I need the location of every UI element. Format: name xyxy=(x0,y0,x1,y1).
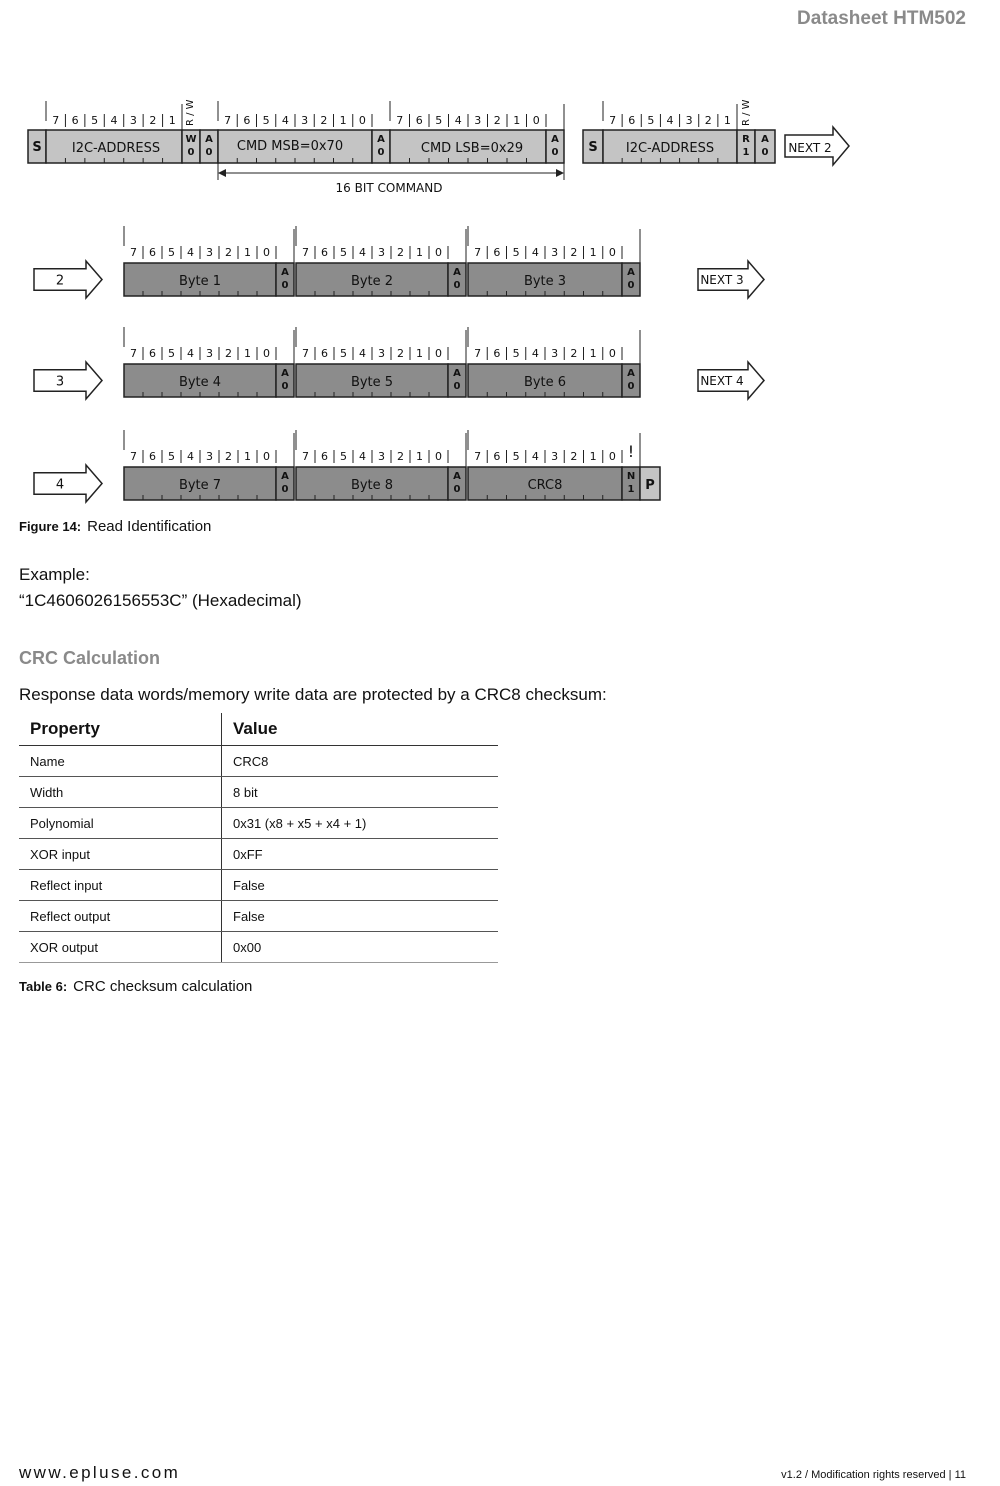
data-field-bit-label: 5 xyxy=(168,450,175,463)
data-field-bit-label: 4 xyxy=(531,347,539,360)
table-cell-property: Name xyxy=(19,746,222,777)
data-field-bit-label: 6 xyxy=(321,450,328,463)
data-field-bit-label: 7 xyxy=(474,450,482,463)
data-field-bit-label: 4 xyxy=(187,347,194,360)
data-field-bit-label: 0 xyxy=(608,246,616,259)
data-field-bit-label: 0 xyxy=(263,246,270,259)
crc-properties-table xyxy=(19,713,498,963)
data-field-label: Byte 5 xyxy=(350,375,394,390)
address-field-bit-label: 4 xyxy=(110,114,118,127)
data-field-bit-label: 7 xyxy=(302,246,309,259)
data-field-bit-label: 4 xyxy=(531,246,539,259)
data-field-bit-label: 5 xyxy=(168,347,175,360)
rw-label: R / W xyxy=(185,99,196,126)
start-condition-label: S xyxy=(32,140,42,155)
cmd-lsb-field-bit-label: 2 xyxy=(493,114,501,127)
cmd-msb-field-bit-label: 3 xyxy=(301,114,309,127)
data-field-bit-label: 1 xyxy=(416,347,423,360)
nack-mark: ! xyxy=(627,442,635,461)
ack-bit-bottom: 0 xyxy=(627,280,635,291)
stop-condition-label: P xyxy=(645,478,655,493)
address-field-bit-label: 2 xyxy=(149,114,157,127)
data-field-bit-label: 0 xyxy=(263,347,270,360)
address2-field-bit-label: 6 xyxy=(628,114,636,127)
next2-label: NEXT 2 xyxy=(788,141,832,155)
cmd-lsb-field-bit-label: 7 xyxy=(396,114,404,127)
data-field-bit-label: 1 xyxy=(244,450,251,463)
write-bit-bottom: 0 xyxy=(187,147,195,158)
command-span-arrow-right xyxy=(556,169,564,177)
table-cell-property: Polynomial xyxy=(19,808,222,839)
table-cell-value: False xyxy=(222,901,499,932)
table-cell-property: XOR output xyxy=(19,932,222,963)
data-field-bit-label: 0 xyxy=(608,450,616,463)
cmd-msb-field-bit-label: 2 xyxy=(320,114,328,127)
command-span-label: 16 BIT COMMAND xyxy=(335,181,443,195)
data-field-bit-label: 6 xyxy=(149,246,156,259)
address2-field-bit-label: 5 xyxy=(647,114,655,127)
data-field-bit-label: 7 xyxy=(130,347,137,360)
cmd-lsb-field-bit-label: 3 xyxy=(474,114,482,127)
address2-field-bit-label: 7 xyxy=(609,114,617,127)
cmd-msb-field-bit-label: 6 xyxy=(243,114,251,127)
nack-bit-bottom: 1 xyxy=(627,484,635,495)
table-cell-value: 0x00 xyxy=(222,932,499,963)
table-cell-property: Width xyxy=(19,777,222,808)
data-field-bit-label: 1 xyxy=(244,246,251,259)
table-caption-text: CRC checksum calculation xyxy=(73,978,253,995)
data-field-bit-label: 7 xyxy=(474,246,482,259)
data-field-bit-label: 1 xyxy=(589,246,597,259)
data-field-bit-label: 1 xyxy=(416,450,423,463)
ack-bit-top: A xyxy=(281,368,289,379)
document-title: Datasheet HTM502 xyxy=(797,8,966,29)
figure-caption-label: Figure 14: xyxy=(19,519,82,534)
ack-bit-bottom: 0 xyxy=(453,484,461,495)
address-field-bit-label: 5 xyxy=(91,114,99,127)
table-row xyxy=(19,932,498,963)
ack-bit-bottom: 0 xyxy=(551,147,559,158)
cmd-msb-field-bit-label: 1 xyxy=(339,114,347,127)
data-field-bit-label: 2 xyxy=(570,246,578,259)
data-field-bit-label: 7 xyxy=(474,347,482,360)
cmd-msb-label: CMD MSB=0x70 xyxy=(236,139,344,154)
data-field-bit-label: 2 xyxy=(397,347,404,360)
ack-bit-top: A xyxy=(453,471,461,482)
address-field-bit-label: 7 xyxy=(52,114,60,127)
data-field-label: Byte 1 xyxy=(178,274,222,289)
figure-caption xyxy=(19,518,211,535)
next-label: NEXT 3 xyxy=(700,273,744,287)
ack-bit-bottom: 0 xyxy=(761,147,769,158)
example-label: Example: xyxy=(19,565,90,584)
data-field-bit-label: 4 xyxy=(359,347,366,360)
address-field-bit-label: 3 xyxy=(129,114,137,127)
data-field-bit-label: 7 xyxy=(130,246,137,259)
next-label: NEXT 4 xyxy=(700,374,744,388)
continuation-arrow xyxy=(34,362,102,399)
cmd-lsb-field-bit-label: 0 xyxy=(532,114,540,127)
continuation-arrow-label: 4 xyxy=(55,477,65,493)
data-field-bit-label: 0 xyxy=(263,450,270,463)
table-cell-value: 0x31 (x8 + x5 + x4 + 1) xyxy=(222,808,499,839)
data-field-bit-label: 6 xyxy=(321,246,328,259)
table-row xyxy=(19,746,498,777)
data-field-bit-label: 4 xyxy=(187,246,194,259)
data-field-bit-label: 5 xyxy=(168,246,175,259)
data-field-bit-label: 5 xyxy=(340,246,347,259)
cmd-lsb-field-bit-label: 5 xyxy=(435,114,443,127)
table-caption xyxy=(19,978,252,995)
continuation-arrow-label: 2 xyxy=(55,273,65,289)
ack-bit-bottom: 0 xyxy=(281,280,289,291)
ack-bit-top: A xyxy=(551,134,559,145)
ack-bit-top: A xyxy=(627,368,635,379)
data-field-bit-label: 3 xyxy=(206,347,213,360)
table-cell-property: Reflect output xyxy=(19,901,222,932)
ack-bit-bottom: 0 xyxy=(281,381,289,392)
table-cell-property: XOR input xyxy=(19,839,222,870)
address-field-label: I2C-ADDRESS xyxy=(71,141,161,156)
table-row xyxy=(19,870,498,901)
ack-bit-top: A xyxy=(377,134,385,145)
cmd-msb-field-bit-label: 5 xyxy=(262,114,270,127)
continuation-arrow xyxy=(34,465,102,502)
data-field-bit-label: 3 xyxy=(551,347,559,360)
data-field-bit-label: 5 xyxy=(340,347,347,360)
ack-bit-bottom: 0 xyxy=(377,147,385,158)
data-field-bit-label: 5 xyxy=(512,347,520,360)
nack-bit-top: N xyxy=(626,471,636,482)
data-field-bit-label: 5 xyxy=(512,246,520,259)
read-bit-bottom: 1 xyxy=(742,147,750,158)
table-header-value: Value xyxy=(222,713,499,746)
table-row xyxy=(19,808,498,839)
ack-bit-bottom: 0 xyxy=(627,381,635,392)
data-field-bit-label: 3 xyxy=(206,450,213,463)
table-cell-property: Reflect input xyxy=(19,870,222,901)
table-row xyxy=(19,901,498,932)
data-field-bit-label: 1 xyxy=(589,347,597,360)
data-field-bit-label: 0 xyxy=(608,347,616,360)
data-field-bit-label: 6 xyxy=(493,246,501,259)
address-field-bit-label: 1 xyxy=(168,114,176,127)
data-field-bit-label: 4 xyxy=(187,450,194,463)
table-header-row xyxy=(19,713,498,746)
data-field-bit-label: 3 xyxy=(206,246,213,259)
cmd-msb-field-bit-label: 4 xyxy=(281,114,289,127)
data-field-bit-label: 2 xyxy=(225,246,232,259)
data-field-bit-label: 4 xyxy=(531,450,539,463)
data-field-bit-label: 6 xyxy=(493,450,501,463)
example-value: “1C4606026156553C” (Hexadecimal) xyxy=(19,591,302,610)
ack-bit-bottom: 0 xyxy=(205,147,213,158)
data-field-label: Byte 3 xyxy=(523,274,567,289)
cmd-lsb-field-bit-label: 4 xyxy=(454,114,462,127)
data-field-bit-label: 7 xyxy=(302,347,309,360)
ack-bit-top: A xyxy=(453,368,461,379)
data-field-bit-label: 0 xyxy=(435,347,442,360)
address2-field-bit-label: 3 xyxy=(685,114,693,127)
table-row xyxy=(19,777,498,808)
footer-website: www.epluse.com xyxy=(19,1463,181,1482)
data-field-label: Byte 8 xyxy=(350,478,394,493)
data-field-label: Byte 6 xyxy=(523,375,567,390)
cmd-lsb-field-bit-label: 6 xyxy=(415,114,423,127)
continuation-arrow xyxy=(34,261,102,298)
cmd-msb-field-bit-label: 7 xyxy=(224,114,232,127)
data-field-bit-label: 1 xyxy=(416,246,423,259)
data-field-bit-label: 1 xyxy=(244,347,251,360)
address-field-bit-label: 6 xyxy=(71,114,79,127)
data-field-bit-label: 0 xyxy=(435,246,442,259)
ack-bit-bottom: 0 xyxy=(453,280,461,291)
data-field-bit-label: 0 xyxy=(435,450,442,463)
ack-bit-top: A xyxy=(453,267,461,278)
address2-field-bit-label: 4 xyxy=(666,114,674,127)
data-field-bit-label: 2 xyxy=(570,450,578,463)
address2-field-bit-label: 1 xyxy=(723,114,731,127)
data-field-label: CRC8 xyxy=(527,478,563,493)
ack-bit-top: A xyxy=(205,134,213,145)
data-field-bit-label: 6 xyxy=(149,347,156,360)
address2-field-bit-label: 2 xyxy=(704,114,712,127)
data-field-bit-label: 2 xyxy=(397,450,404,463)
ack-bit-top: A xyxy=(281,267,289,278)
ack-bit-top: A xyxy=(761,134,769,145)
table-cell-value: CRC8 xyxy=(222,746,499,777)
data-field-bit-label: 5 xyxy=(340,450,347,463)
table-caption-label: Table 6: xyxy=(19,979,68,994)
write-bit-top: W xyxy=(185,134,197,145)
data-field-bit-label: 2 xyxy=(397,246,404,259)
data-field-bit-label: 3 xyxy=(551,450,559,463)
figure-caption-text: Read Identification xyxy=(87,518,212,535)
ack-bit-bottom: 0 xyxy=(453,381,461,392)
data-field-bit-label: 5 xyxy=(512,450,520,463)
data-field-bit-label: 6 xyxy=(321,347,328,360)
continuation-arrow-label: 3 xyxy=(55,374,65,390)
data-field-bit-label: 1 xyxy=(589,450,597,463)
ack-bit-bottom: 0 xyxy=(281,484,289,495)
rw-label: R / W xyxy=(741,99,752,126)
data-field-bit-label: 3 xyxy=(378,347,385,360)
data-field-bit-label: 6 xyxy=(149,450,156,463)
cmd-lsb-label: CMD LSB=0x29 xyxy=(420,141,524,156)
restart-condition-label: S xyxy=(588,140,598,155)
table-header-property: Property xyxy=(19,713,222,746)
data-field-label: Byte 7 xyxy=(178,478,222,493)
data-field-label: Byte 4 xyxy=(178,375,222,390)
data-field-bit-label: 7 xyxy=(130,450,137,463)
ack-bit-top: A xyxy=(281,471,289,482)
table-cell-value: 8 bit xyxy=(222,777,499,808)
i2c-read-identification-diagram xyxy=(0,0,1000,515)
data-field-bit-label: 2 xyxy=(570,347,578,360)
ack-bit-top: A xyxy=(627,267,635,278)
data-field-bit-label: 2 xyxy=(225,347,232,360)
cmd-lsb-field-bit-label: 1 xyxy=(513,114,521,127)
crc-intro-text: Response data words/memory write data are protected by a CRC8 checksum: xyxy=(19,685,607,704)
data-field-bit-label: 2 xyxy=(225,450,232,463)
data-field-bit-label: 3 xyxy=(378,246,385,259)
cmd-msb-field-bit-label: 0 xyxy=(358,114,366,127)
command-span-arrow-left xyxy=(218,169,226,177)
crc-section-heading: CRC Calculation xyxy=(19,648,161,668)
footer-version-page: v1.2 / Modification rights reserved | 11 xyxy=(781,1469,966,1481)
data-field-bit-label: 4 xyxy=(359,246,366,259)
data-field-bit-label: 7 xyxy=(302,450,309,463)
data-field-bit-label: 3 xyxy=(551,246,559,259)
table-cell-value: False xyxy=(222,870,499,901)
read-bit-top: R xyxy=(742,134,750,145)
data-field-label: Byte 2 xyxy=(350,274,394,289)
table-cell-value: 0xFF xyxy=(222,839,499,870)
data-field-bit-label: 6 xyxy=(493,347,501,360)
data-field-bit-label: 3 xyxy=(378,450,385,463)
data-field-bit-label: 4 xyxy=(359,450,366,463)
address2-field-label: I2C-ADDRESS xyxy=(625,141,715,156)
table-row xyxy=(19,839,498,870)
